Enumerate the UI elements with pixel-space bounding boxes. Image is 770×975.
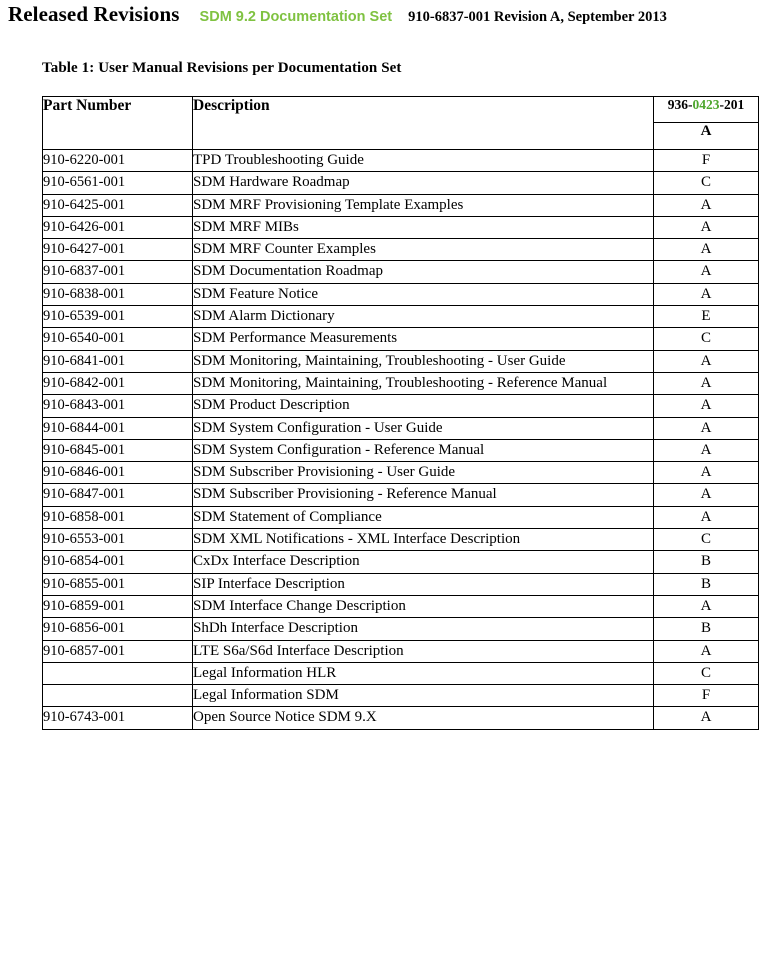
- cell-part-number: 910-6426-001: [43, 216, 193, 238]
- cell-part-number: 910-6858-001: [43, 506, 193, 528]
- cell-revision: A: [654, 395, 759, 417]
- cell-description: SDM XML Notifications - XML Interface Description: [193, 529, 654, 551]
- column-header-doc-set-revision: A: [654, 122, 759, 149]
- cell-description: Open Source Notice SDM 9.X: [193, 707, 654, 729]
- cell-description: SDM Subscriber Provisioning - User Guide: [193, 462, 654, 484]
- cell-description: SDM Statement of Compliance: [193, 506, 654, 528]
- cell-revision: A: [654, 595, 759, 617]
- cell-part-number: 910-6844-001: [43, 417, 193, 439]
- table-row: [43, 283, 759, 305]
- cell-part-number: 910-6427-001: [43, 239, 193, 261]
- cell-revision: B: [654, 551, 759, 573]
- cell-description: CxDx Interface Description: [193, 551, 654, 573]
- table-row: [43, 328, 759, 350]
- doc-set-number-suffix: -201: [719, 97, 745, 112]
- documentation-set-label: SDM 9.2 Documentation Set: [199, 9, 393, 25]
- cell-part-number: 910-6561-001: [43, 172, 193, 194]
- table-row: [43, 372, 759, 394]
- doc-set-number-prefix: 936-: [667, 97, 693, 112]
- table-row: [43, 640, 759, 662]
- page-title: Released Revisions: [8, 2, 180, 26]
- table-row: [43, 595, 759, 617]
- cell-revision: C: [654, 328, 759, 350]
- table-row: [43, 172, 759, 194]
- cell-description: SDM Monitoring, Maintaining, Troubleshooting - User Guide: [193, 350, 654, 372]
- cell-description: SDM System Configuration - User Guide: [193, 417, 654, 439]
- cell-description: SDM Interface Change Description: [193, 595, 654, 617]
- table-row: [43, 306, 759, 328]
- cell-part-number: 910-6540-001: [43, 328, 193, 350]
- cell-description: SDM System Configuration - Reference Manual: [193, 439, 654, 461]
- table-row: [43, 261, 759, 283]
- cell-revision: A: [654, 372, 759, 394]
- cell-description: SDM Subscriber Provisioning - Reference Manual: [193, 484, 654, 506]
- page-header: [0, 0, 770, 38]
- cell-description: SIP Interface Description: [193, 573, 654, 595]
- cell-description: SDM MRF Provisioning Template Examples: [193, 194, 654, 216]
- doc-set-number-highlight: 0423: [692, 97, 720, 112]
- table-row: [43, 216, 759, 238]
- cell-part-number: 910-6856-001: [43, 618, 193, 640]
- cell-revision: A: [654, 261, 759, 283]
- table-row: [43, 551, 759, 573]
- table-row: [43, 685, 759, 707]
- table-row: [43, 439, 759, 461]
- cell-part-number: 910-6220-001: [43, 150, 193, 172]
- cell-revision: A: [654, 216, 759, 238]
- cell-revision: A: [654, 439, 759, 461]
- table-row: [43, 350, 759, 372]
- column-header-part-number: Part Number: [43, 97, 193, 150]
- revisions-table: [42, 96, 759, 730]
- cell-description: ShDh Interface Description: [193, 618, 654, 640]
- cell-part-number: 910-6553-001: [43, 529, 193, 551]
- cell-revision: A: [654, 194, 759, 216]
- table-head: [43, 97, 759, 150]
- cell-revision: F: [654, 685, 759, 707]
- cell-part-number: 910-6841-001: [43, 350, 193, 372]
- cell-description: SDM MRF MIBs: [193, 216, 654, 238]
- cell-description: LTE S6a/S6d Interface Description: [193, 640, 654, 662]
- cell-description: Legal Information HLR: [193, 662, 654, 684]
- cell-part-number: 910-6859-001: [43, 595, 193, 617]
- cell-part-number: [43, 685, 193, 707]
- cell-revision: E: [654, 306, 759, 328]
- document-reference: 910-6837-001 Revision A, September 2013: [408, 9, 667, 25]
- cell-description: SDM Monitoring, Maintaining, Troubleshooting - Reference Manual: [193, 372, 654, 394]
- table-row: [43, 150, 759, 172]
- cell-part-number: 910-6842-001: [43, 372, 193, 394]
- cell-revision: B: [654, 573, 759, 595]
- table-row: [43, 707, 759, 729]
- cell-revision: A: [654, 462, 759, 484]
- table-caption: Table 1: User Manual Revisions per Documentation Set: [42, 60, 402, 76]
- table-body: [43, 150, 759, 730]
- cell-revision: A: [654, 350, 759, 372]
- cell-revision: A: [654, 239, 759, 261]
- cell-revision: F: [654, 150, 759, 172]
- cell-part-number: 910-6743-001: [43, 707, 193, 729]
- cell-part-number: 910-6854-001: [43, 551, 193, 573]
- table-row: [43, 239, 759, 261]
- table-row: [43, 417, 759, 439]
- table-row: [43, 484, 759, 506]
- cell-part-number: 910-6838-001: [43, 283, 193, 305]
- cell-description: SDM Hardware Roadmap: [193, 172, 654, 194]
- cell-revision: A: [654, 484, 759, 506]
- cell-part-number: 910-6843-001: [43, 395, 193, 417]
- table-row: [43, 529, 759, 551]
- cell-description: SDM Documentation Roadmap: [193, 261, 654, 283]
- cell-revision: C: [654, 662, 759, 684]
- table-row: [43, 662, 759, 684]
- cell-revision: B: [654, 618, 759, 640]
- cell-revision: C: [654, 172, 759, 194]
- cell-part-number: 910-6847-001: [43, 484, 193, 506]
- cell-revision: A: [654, 640, 759, 662]
- cell-revision: A: [654, 417, 759, 439]
- column-header-description: Description: [193, 97, 654, 150]
- cell-part-number: [43, 662, 193, 684]
- table-header-row: [43, 97, 759, 123]
- revisions-table-container: [42, 96, 758, 730]
- table-row: [43, 462, 759, 484]
- cell-description: SDM Alarm Dictionary: [193, 306, 654, 328]
- cell-description: TPD Troubleshooting Guide: [193, 150, 654, 172]
- cell-part-number: 910-6425-001: [43, 194, 193, 216]
- cell-description: SDM Performance Measurements: [193, 328, 654, 350]
- table-row: [43, 194, 759, 216]
- table-row: [43, 506, 759, 528]
- cell-part-number: 910-6539-001: [43, 306, 193, 328]
- cell-part-number: 910-6845-001: [43, 439, 193, 461]
- cell-revision: C: [654, 529, 759, 551]
- cell-description: SDM Feature Notice: [193, 283, 654, 305]
- table-row: [43, 573, 759, 595]
- cell-description: SDM Product Description: [193, 395, 654, 417]
- cell-revision: A: [654, 283, 759, 305]
- cell-part-number: 910-6857-001: [43, 640, 193, 662]
- cell-description: SDM MRF Counter Examples: [193, 239, 654, 261]
- column-header-doc-set-number: [654, 97, 759, 123]
- cell-part-number: 910-6855-001: [43, 573, 193, 595]
- cell-description: Legal Information SDM: [193, 685, 654, 707]
- table-row: [43, 395, 759, 417]
- cell-revision: A: [654, 707, 759, 729]
- cell-part-number: 910-6837-001: [43, 261, 193, 283]
- table-row: [43, 618, 759, 640]
- cell-revision: A: [654, 506, 759, 528]
- cell-part-number: 910-6846-001: [43, 462, 193, 484]
